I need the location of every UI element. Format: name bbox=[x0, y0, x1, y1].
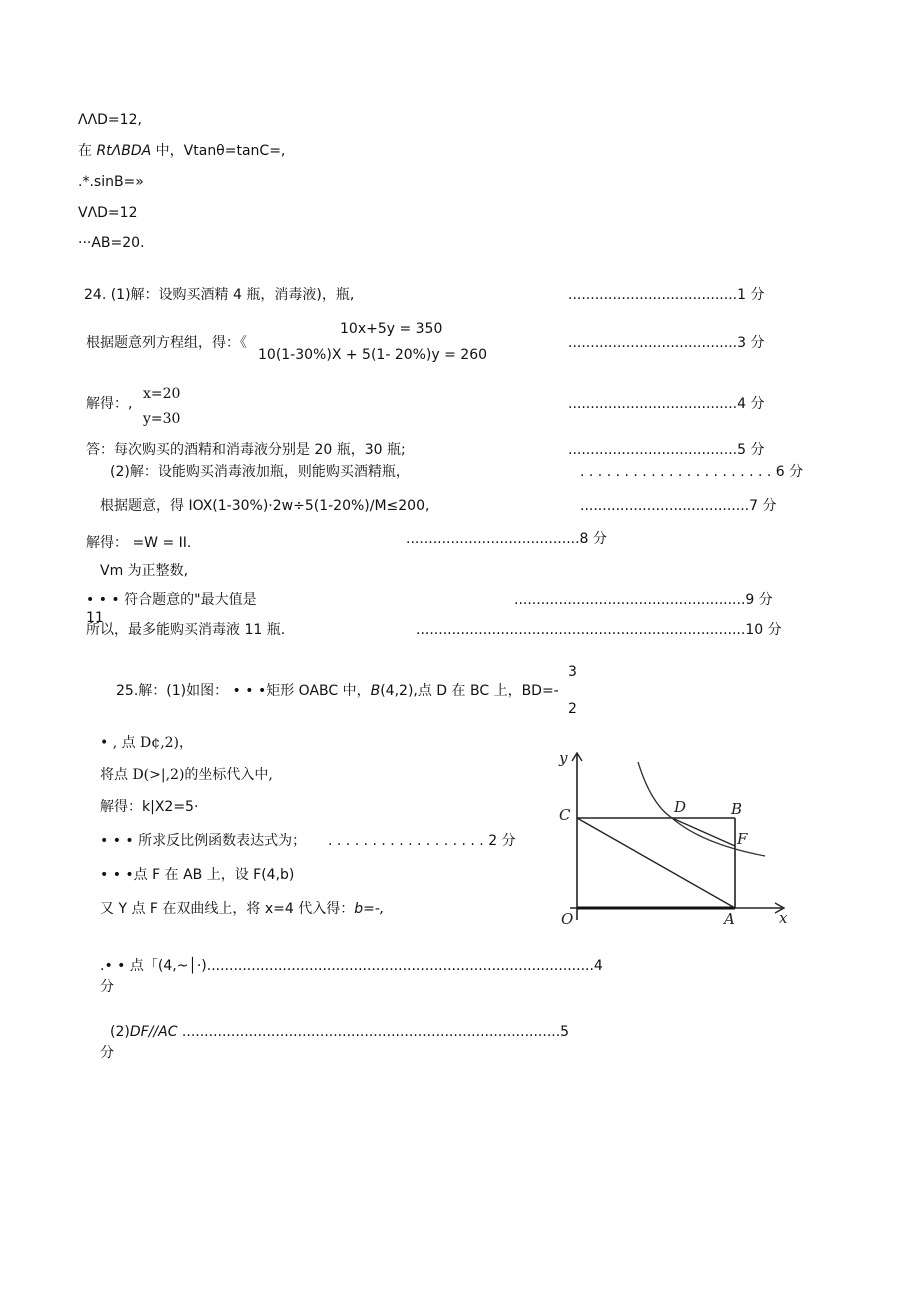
q24-score-5: ......................................5 分 bbox=[568, 442, 765, 458]
q25-substitute-d: 将点 D(>|,2)的坐标代入中, bbox=[100, 767, 273, 783]
label-c: C bbox=[559, 806, 571, 824]
q25-part1-intro bbox=[116, 682, 559, 700]
line-rt-bda bbox=[78, 142, 285, 160]
q25-score-5-unit: 分 bbox=[100, 1045, 114, 1061]
q24-solution-y: y=30 bbox=[143, 411, 181, 427]
label-o: O bbox=[561, 910, 574, 928]
b-value: b=-, bbox=[354, 901, 385, 917]
q24-score-8: .......................................8 分 bbox=[406, 531, 607, 547]
q24-score-10: ..........................................................................10 分 bbox=[416, 622, 782, 638]
line-ab-20: ···AB=20. bbox=[78, 235, 145, 251]
q24-score-9: ....................................................9 分 bbox=[514, 592, 773, 608]
q25-score-4-unit: 分 bbox=[100, 979, 114, 995]
label-x: x bbox=[779, 909, 788, 927]
line-ad-12: ΛΛD=12, bbox=[78, 112, 142, 128]
q24-part1-setup: 24. (1)解：设购买酒精 4 瓶，消毒液)，瓶, bbox=[84, 287, 355, 303]
coordinate-figure bbox=[550, 748, 795, 933]
text-seg: 中，Vtanθ=tanC=, bbox=[151, 143, 286, 159]
q24-conclusion: 所以，最多能购买消毒液 11 瓶. bbox=[86, 622, 286, 638]
q25-solve-k: 解得：k|X2=5· bbox=[100, 799, 199, 815]
q25-fraction-numerator: 3 bbox=[568, 664, 577, 680]
q25-score-2: . . . . . . . . . . . . . . . . . . 2 分 bbox=[328, 833, 516, 849]
segment-df bbox=[672, 818, 735, 846]
q24-inequality: 根据题意，得 IOX(1-30%)·2w÷5(1-20%)∕M≤200, bbox=[100, 498, 430, 514]
q24-solve-inequality: 解得： =W = II. bbox=[86, 535, 192, 551]
q25-substitute-x bbox=[100, 900, 384, 918]
text-seg: 在 bbox=[78, 143, 97, 159]
q24-score-7: ......................................7 分 bbox=[580, 498, 777, 514]
q24-score-6: . . . . . . . . . . . . . . . . . . . . . . 6 分 bbox=[580, 464, 804, 480]
text-seg: (2) bbox=[110, 1024, 130, 1040]
q25-fraction-denominator: 2 bbox=[568, 701, 577, 717]
q24-score-4: ......................................4 分 bbox=[568, 396, 765, 412]
text-seg: .....................................................................................5 bbox=[177, 1024, 570, 1040]
point-b: B bbox=[370, 683, 381, 699]
q25-part2 bbox=[110, 1023, 569, 1041]
q25-point-d: • , 点 D¢,2)， bbox=[100, 735, 194, 751]
label-d: D bbox=[674, 798, 687, 816]
q25-point-f: • • •点 F 在 AB 上，设 F(4,b) bbox=[100, 867, 295, 883]
q24-equation-1: 10x+5y = 350 bbox=[340, 321, 443, 337]
q24-max-value: • • • 符合题意的"最大值是 bbox=[86, 592, 257, 608]
label-b: B bbox=[731, 800, 743, 818]
label-f: F bbox=[737, 830, 748, 848]
q24-score-1: ......................................1 分 bbox=[568, 287, 765, 303]
q25-function-expression: • • • 所求反比例函数表达式为； bbox=[100, 833, 307, 849]
parallel-statement: DF//AC bbox=[129, 1024, 178, 1040]
q25-point-f-coords: .• • 点「(4,~│·).......................................................................................4 bbox=[100, 958, 603, 974]
label-a: A bbox=[724, 910, 735, 928]
segment-ca bbox=[577, 818, 735, 908]
triangle-name: RtΛBDA bbox=[96, 143, 152, 159]
text-seg: 25.解：(1)如图： • • •矩形 OABC 中， bbox=[116, 683, 371, 699]
q24-max-number: 11 bbox=[86, 610, 104, 626]
q24-integer-note: Vm 为正整数, bbox=[100, 563, 189, 579]
text-seg: (4,2),点 D 在 BC 上，BD=- bbox=[380, 683, 559, 699]
text-seg: 又 Y 点 F 在双曲线上，将 x=4 代入得： bbox=[100, 901, 355, 917]
label-y: y bbox=[559, 749, 568, 767]
q24-solution-x: x=20 bbox=[143, 386, 181, 402]
q24-equation-2: 10(1-30%)X + 5(1- 20%)y = 260 bbox=[258, 347, 488, 363]
q24-solve-label: 解得：, bbox=[86, 396, 133, 412]
q24-system-intro: 根据题意列方程组，得：《 bbox=[86, 335, 247, 351]
q24-part2-setup: (2)解：设能购买消毒液加瓶，则能购买酒精瓶， bbox=[110, 464, 410, 480]
q24-answer-1: 答：每次购买的酒精和消毒液分别是 20 瓶，30 瓶; bbox=[86, 442, 406, 458]
line-vad-12: VΛD=12 bbox=[78, 205, 138, 221]
line-sinb: .*.sinB=» bbox=[78, 174, 144, 190]
q24-score-3: ......................................3 分 bbox=[568, 335, 765, 351]
